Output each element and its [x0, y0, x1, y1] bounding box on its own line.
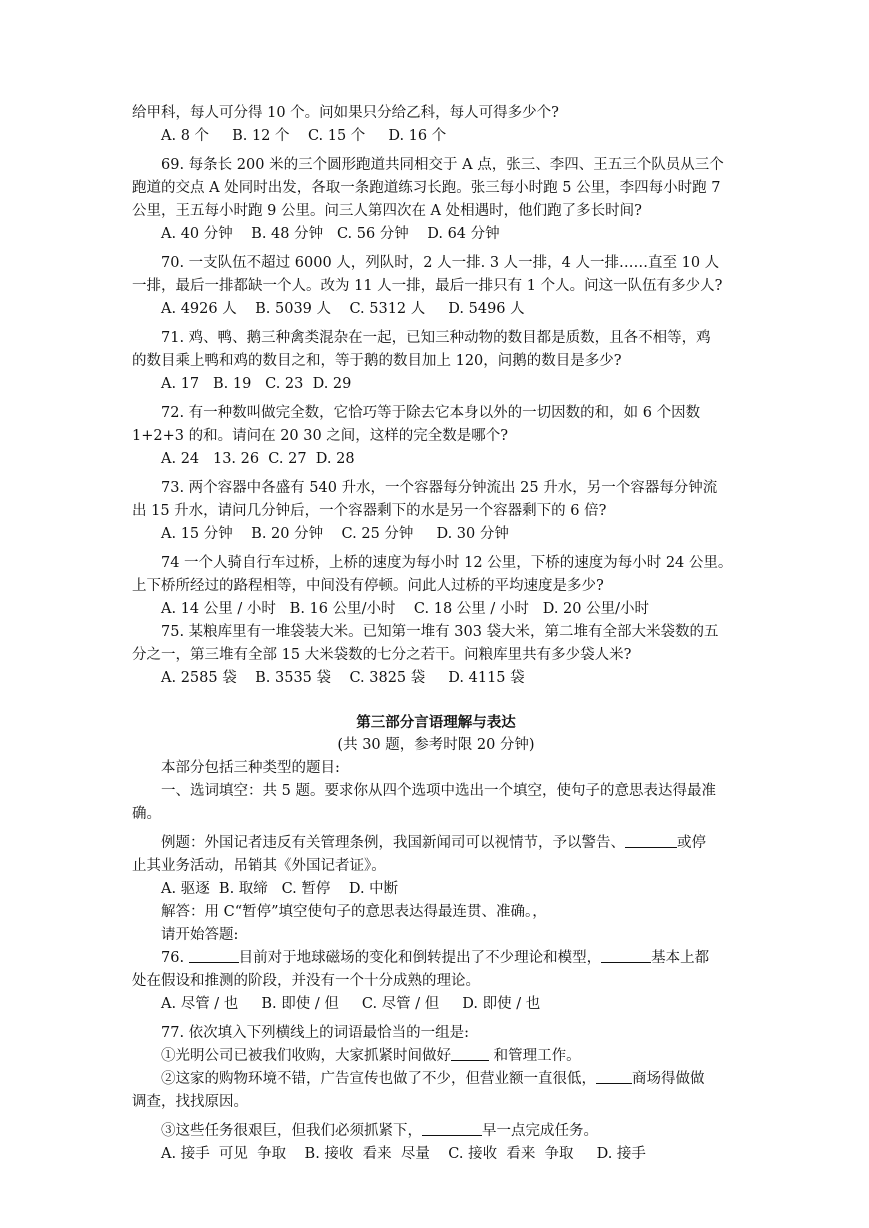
- text-line: 处在假设和推测的阶段，并没有一个十分成熟的理论。: [132, 973, 480, 989]
- options-71: A. 17 B. 19 C. 23 D. 29: [161, 376, 352, 392]
- text-run: 76.: [161, 950, 189, 966]
- fill-blank: [596, 1069, 632, 1084]
- fill-blank: [422, 1121, 482, 1136]
- question-74: 74 一个人骑自行车过桥，上桥的速度为每小时 12 公里，下桥的速度为每小时 24 公里。: [161, 555, 733, 571]
- fill-blank: [625, 833, 677, 848]
- fill-blank: [601, 948, 651, 963]
- sentence-2: [132, 1068, 740, 1091]
- section-heading: 第三部分言语理解与表达: [356, 714, 516, 731]
- text-run: ①光明公司已被我们收购，大家抓紧时间做好: [161, 1048, 451, 1064]
- fill-blank: [451, 1046, 489, 1061]
- options-72: A. 24 13. 26 C. 27 D. 28: [161, 451, 355, 467]
- options-73: A. 15 分钟 B. 20 分钟 C. 25 分钟 D. 30 分钟: [161, 526, 509, 542]
- text-line: 公里，王五每小时跑 9 公里。问三人第四次在 A 处相遇时，他们跑了多长时间?: [132, 203, 642, 219]
- text-line: 止其业务活动，吊销其《外国记者证》。: [132, 858, 386, 874]
- options-70: A. 4926 人 B. 5039 人 C. 5312 人 D. 5496 人: [161, 301, 525, 317]
- text-run: 例题：外国记者违反有关管理条例，我国新闻司可以视情节，予以警告、: [161, 835, 625, 851]
- question-71: 71. 鸡、鸭、鹅三种禽类混杂在一起，已知三种动物的数目都是质数，且各不相等，鸡: [161, 330, 711, 346]
- question-69: 69. 每条长 200 米的三个圆形跑道共同相交于 A 点，张三、李四、王五三个队员从三个: [161, 157, 724, 173]
- text-line: 跑道的交点 A 处同时出发，各取一条跑道练习长跑。张三每小时跑 5 公里，李四每小时跑 7: [132, 180, 721, 196]
- text-line: 1+2+3 的和。请问在 20 30 之间，这样的完全数是哪个?: [132, 428, 509, 444]
- sentence-1: [132, 1045, 740, 1068]
- fill-blank: [189, 948, 239, 963]
- options-line: A. 8 个 B. 12 个 C. 15 个 D. 16 个: [161, 128, 447, 144]
- text-run: 基本上都: [651, 950, 710, 966]
- text-line: 上下桥所经过的路程相等，中间没有停顿。问此人过桥的平均速度是多少?: [132, 578, 604, 594]
- text-run: 或停: [677, 835, 706, 851]
- example-question: [132, 832, 740, 855]
- text-run: 目前对于地球磁场的变化和倒转提出了不少理论和模型，: [238, 950, 602, 966]
- text-line: 一排，最后一排都缺一个人。改为 11 人一排，最后一排只有 1 个人。问这一队伍有多少人?: [132, 278, 723, 294]
- example-answer: 解答：用 C“暂停”填空使句子的意思表达得最连贯、准确。，: [161, 904, 547, 920]
- text-line: 确。: [132, 806, 161, 822]
- example-options: A. 驱逐 B. 取缔 C. 暂停 D. 中断: [161, 881, 399, 897]
- page-content: [132, 102, 740, 1166]
- start-line: 请开始答题:: [161, 927, 239, 943]
- text-line: 出 15 升水，请问几分钟后，一个容器剩下的水是另一个容器剩下的 6 倍?: [132, 503, 607, 519]
- options-69: A. 40 分钟 B. 48 分钟 C. 56 分钟 D. 64 分钟: [161, 226, 500, 242]
- question-77: 77. 依次填入下列横线上的词语最恰当的一组是:: [161, 1025, 470, 1041]
- options-75: A. 2585 袋 B. 3535 袋 C. 3825 袋 D. 4115 袋: [161, 670, 525, 686]
- text-line: 的数目乘上鸭和鸡的数目之和，等于鹅的数目加上 120，问鹅的数目是多少?: [132, 353, 622, 369]
- question-75: 75. 某粮库里有一堆袋装大米。已知第一堆有 303 袋大米，第二堆有全部大米袋数的五: [161, 624, 719, 640]
- question-70: 70. 一支队伍不超过 6000 人，列队时，2 人一排. 3 人一排，4 人一排……直至 10 人: [161, 255, 720, 271]
- text-run: ③这些任务很艰巨，但我们必须抓紧下，: [161, 1123, 422, 1139]
- text-line: 给甲科，每人可分得 10 个。问如果只分给乙科，每人可得多少个?: [132, 105, 559, 121]
- options-76: A. 尽管 / 也 B. 即使 / 但 C. 尽管 / 但 D. 即使 / 也: [161, 996, 541, 1012]
- question-73: 73. 两个容器中各盛有 540 升水，一个容器每分钟流出 25 升水，另一个容器每分钟流: [161, 480, 718, 496]
- text-run: 早一点完成任务。: [482, 1123, 598, 1139]
- intro-line: 本部分包括三种类型的题目:: [161, 760, 340, 776]
- question-72: 72. 有一种数叫做完全数，它恰巧等于除去它本身以外的一切因数的和，如 6 个因数: [161, 405, 701, 421]
- options-77: A. 接手 可见 争取 B. 接收 看来 尽量 C. 接收 看来 争取 D. 接手: [161, 1146, 646, 1162]
- sentence-3: [132, 1120, 740, 1143]
- text-line: 分之一，第三堆有全部 15 大米袋数的七分之若干。问粮库里共有多少袋人米?: [132, 647, 632, 663]
- instruction-line: 一、选词填空：共 5 题。要求你从四个选项中选出一个填空，使句子的意思表达得最准: [161, 783, 716, 799]
- text-line: 调查，找找原因。: [132, 1094, 248, 1110]
- text-run: 商场得做做: [632, 1071, 705, 1087]
- text-run: 和管理工作。: [489, 1048, 581, 1064]
- question-76: [132, 947, 740, 970]
- section-subheading: (共 30 题，参考时限 20 分钟): [337, 737, 535, 753]
- options-74: A. 14 公里 / 小时 B. 16 公里/小时 C. 18 公里 / 小时 D. 20 公里/小时: [161, 601, 649, 617]
- text-run: ②这家的购物环境不错，广告宣传也做了不少，但营业额一直很低，: [161, 1071, 596, 1087]
